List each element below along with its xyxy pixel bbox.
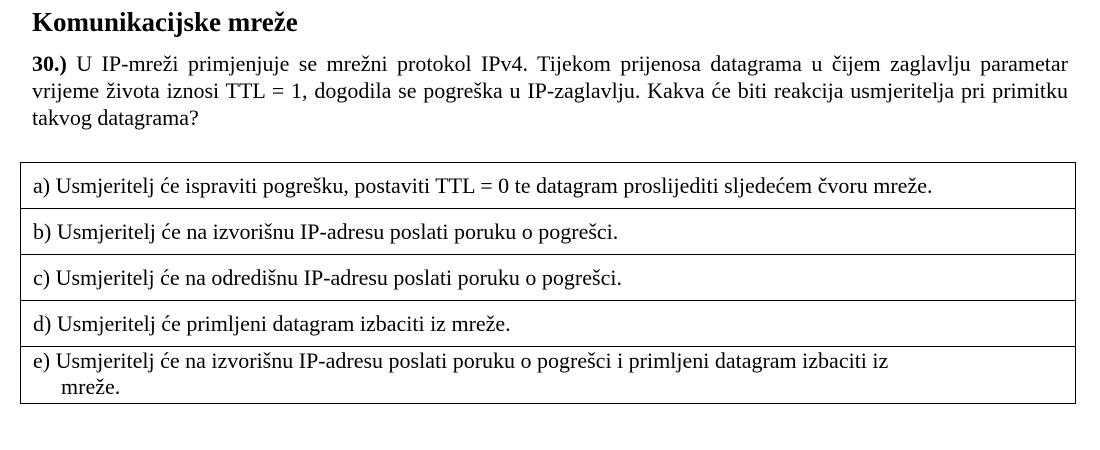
answer-option-c-text: c) Usmjeritelj će na odredišnu IP-adresu poslati poruku o pogrešci. <box>33 265 622 290</box>
answer-option-row-b <box>21 209 1076 255</box>
answer-option-e <box>21 347 1076 404</box>
answer-option-e-text-continued: mreže. <box>61 374 121 399</box>
answer-option-a-text: a) Usmjeritelj će ispraviti pogrešku, postaviti TTL = 0 te datagram proslijediti sljedećem čvoru mreže. <box>33 173 933 198</box>
question-text: U IP-mreži primjenjuje se mrežni protokol IPv4. Tijekom prijenosa datagrama u čijem zaglavlju parametar vrijeme života iznosi TTL = 1, dogodila se pogreška u IP-zaglavlju. Kakva će biti reakcija usmjeritelja pri primitku takvog datagrama? <box>32 51 1069 130</box>
answer-option-b <box>21 209 1076 255</box>
answer-option-e-text: e) Usmjeritelj će na izvorišnu IP-adresu poslati poruku o pogrešci i primljeni datagram izbaciti iz <box>33 348 889 373</box>
answer-option-d-text: d) Usmjeritelj će primljeni datagram izbaciti iz mreže. <box>33 311 511 336</box>
answer-option-b-text: b) Usmjeritelj će na izvorišnu IP-adresu poslati poruku o pogrešci. <box>33 219 619 244</box>
answer-option-row-e <box>21 347 1076 404</box>
section-title: Komunikacijske mreže <box>32 7 298 37</box>
answer-options-table <box>20 162 1076 404</box>
question-number: 30.) <box>32 51 67 76</box>
answer-option-row-d <box>21 301 1076 347</box>
answer-option-c <box>21 255 1076 301</box>
answer-option-a <box>21 163 1076 209</box>
question-text-block <box>32 50 1068 131</box>
answer-option-d <box>21 301 1076 347</box>
answer-option-row-a <box>21 163 1076 209</box>
answer-option-row-c <box>21 255 1076 301</box>
